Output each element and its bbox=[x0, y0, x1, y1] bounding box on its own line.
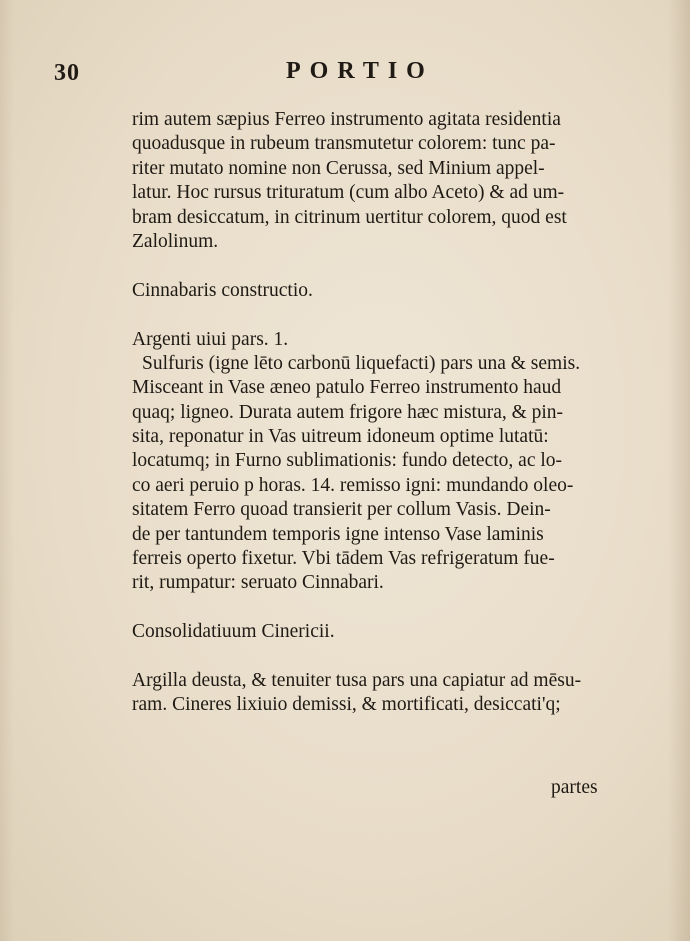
text-line: latur. Hoc rursus trituratum (cum albo Aceto) & ad um- bbox=[132, 182, 565, 204]
text-line: quaq; ligneo. Durata autem frigore hæc mistura, & pin- bbox=[132, 401, 564, 423]
section-heading: Consolidatiuum Cinericii. bbox=[132, 621, 335, 643]
blank-line bbox=[132, 596, 632, 620]
text-line: bram desiccatum, in citrinum uertitur colorem, quod est bbox=[132, 206, 567, 228]
blank-line bbox=[132, 645, 632, 669]
blank-line bbox=[132, 254, 632, 278]
running-head: PORTIO bbox=[286, 58, 434, 84]
text-line: riter mutato nomine non Cerussa, sed Minium appel- bbox=[132, 157, 545, 179]
text-line: locatumq; in Furno sublimationis: fundo detecto, ac lo- bbox=[132, 450, 563, 472]
text-line: rit, rumpatur: seruato Cinnabari. bbox=[132, 572, 384, 594]
text-line: quoadusque in rubeum transmutetur colorem: tunc pa- bbox=[132, 133, 556, 155]
catchword: partes bbox=[551, 777, 598, 798]
text-line: ram. Cineres lixiuio demissi, & mortificati, desiccati'q; bbox=[132, 694, 561, 716]
text-line: sita, reponatur in Vas uitreum idoneum optime lutatū: bbox=[132, 426, 549, 448]
text-line: Sulfuris (igne lēto carbonū liquefacti) pars una & semis. bbox=[142, 352, 581, 374]
blank-line bbox=[132, 303, 632, 327]
text-line: de per tantundem temporis igne intenso Vase laminis bbox=[132, 523, 544, 545]
section-heading: Cinnabaris constructio. bbox=[132, 279, 313, 301]
text-line: rim autem sæpius Ferreo instrumento agitata residentia bbox=[132, 109, 561, 130]
text-line: Argilla deusta, & tenuiter tusa pars una capiatur ad mēsu- bbox=[132, 669, 582, 691]
recipe-line: Argenti uiui pars. 1. bbox=[132, 328, 289, 350]
page-shadow-right bbox=[668, 0, 690, 941]
page-shadow-left bbox=[0, 0, 14, 941]
text-line: Misceant in Vase æneo patulo Ferreo instrumento haud bbox=[132, 377, 562, 399]
text-line: sitatem Ferro quoad transierit per collum Vasis. Dein- bbox=[132, 499, 551, 521]
page-number: 30 bbox=[54, 60, 80, 86]
text-line: co aeri peruio p horas. 14. remisso igni: mundando oleo- bbox=[132, 474, 574, 496]
body-text bbox=[132, 108, 632, 718]
text-line: ferreis operto fixetur. Vbi tādem Vas refrigeratum fue- bbox=[132, 548, 555, 570]
text-line: Zalolinum. bbox=[132, 230, 219, 252]
